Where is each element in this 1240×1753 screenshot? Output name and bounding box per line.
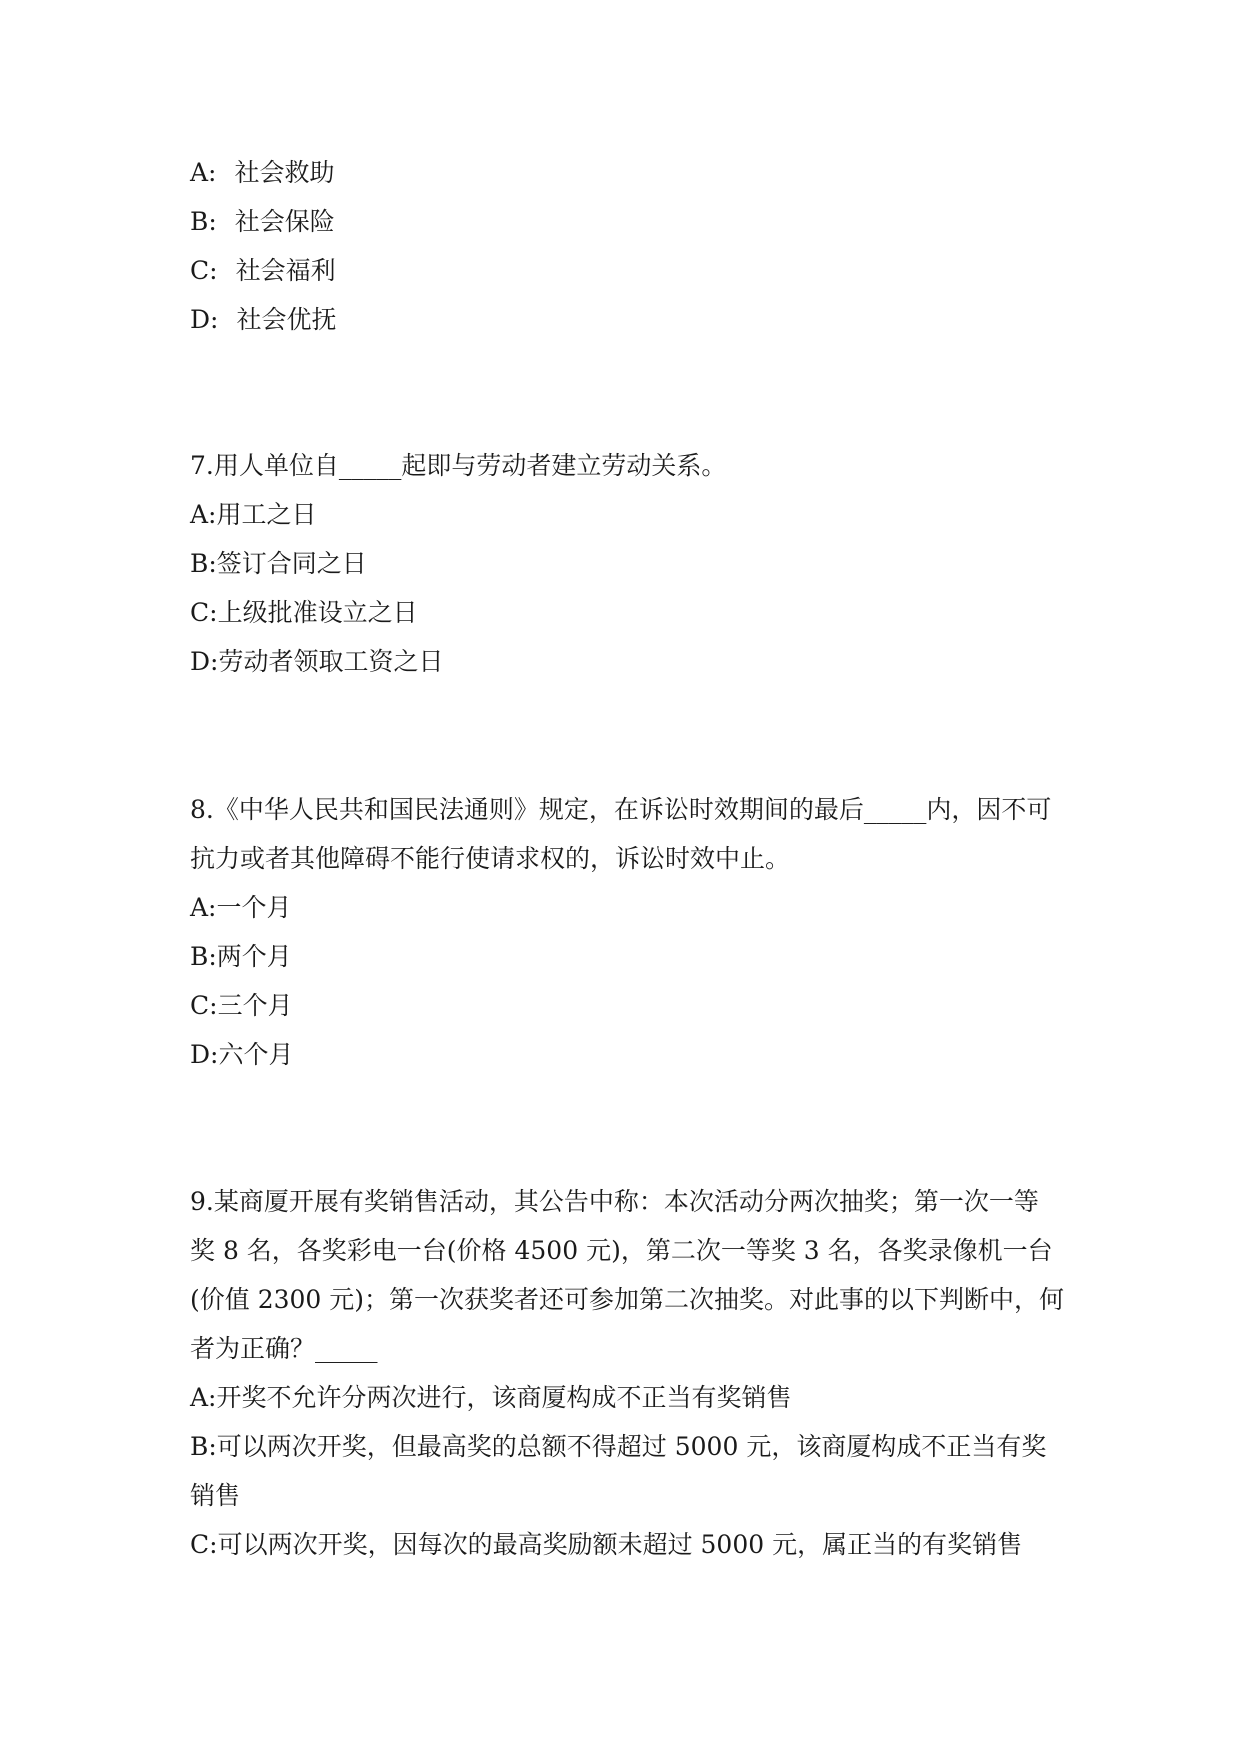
option-letter: D: (190, 305, 219, 334)
q6-option-b (190, 207, 1060, 237)
option-letter: A: (190, 1383, 217, 1412)
option-letter: C: (190, 1530, 218, 1559)
q9-option-a (190, 1383, 1060, 1413)
q7-stem: 7.用人单位自_____起即与劳动者建立劳动关系。 (190, 451, 727, 480)
q6-option-a (190, 158, 1060, 188)
option-text: 开奖不允许分两次进行，该商厦构成不正当有奖销售 (216, 1383, 792, 1412)
option-text: 社会优抚 (236, 305, 337, 334)
q9-option-b-continuation: 销售 (190, 1481, 241, 1510)
q8-option-a (190, 893, 1060, 923)
option-letter: A: (190, 893, 217, 922)
option-letter: C: (190, 991, 218, 1020)
option-text: 可以两次开奖，但最高奖的总额不得超过 5000 元，该商厦构成不正当有奖 (216, 1432, 1047, 1461)
option-letter: A: (190, 158, 217, 187)
option-text: 社会救助 (234, 158, 335, 187)
q9-stem-line-2: 奖 8 名，各奖彩电一台(价格 4500 元)，第二次一等奖 3 名，各奖录像机一台 (190, 1236, 1053, 1265)
q6-option-c (190, 256, 1060, 286)
option-letter: A: (190, 500, 217, 529)
option-letter: B: (190, 1432, 217, 1461)
option-text: 上级批准设立之日 (217, 598, 418, 627)
q6-option-d (190, 305, 1060, 335)
q7-option-b (190, 549, 1060, 579)
option-letter: D: (190, 1040, 219, 1069)
option-text: 社会保险 (234, 207, 335, 236)
q7-option-d (190, 647, 1060, 677)
q8-option-c (190, 991, 1060, 1021)
q7-option-a (190, 500, 1060, 530)
option-text: 一个月 (216, 893, 292, 922)
option-letter: D: (190, 647, 219, 676)
q9-stem-line-1: 9.某商厦开展有奖销售活动，其公告中称：本次活动分两次抽奖；第一次一等 (190, 1187, 1039, 1216)
q8-option-d (190, 1040, 1060, 1070)
option-letter: C: (190, 598, 218, 627)
q8-option-b (190, 942, 1060, 972)
q9-stem-line-3: (价值 2300 元)；第一次获奖者还可参加第二次抽奖。对此事的以下判断中，何 (190, 1285, 1065, 1314)
q9-stem-line-4: 者为正确？_____ (190, 1334, 378, 1363)
option-letter: B: (190, 549, 217, 578)
q9-option-b (190, 1432, 1060, 1462)
option-text: 签订合同之日 (216, 549, 367, 578)
option-text: 用工之日 (216, 500, 317, 529)
option-text: 可以两次开奖，因每次的最高奖励额未超过 5000 元，属正当的有奖销售 (217, 1530, 1023, 1559)
q7-option-c (190, 598, 1060, 628)
option-letter: B: (190, 207, 217, 236)
q9-option-c (190, 1530, 1060, 1560)
option-letter: B: (190, 942, 217, 971)
option-text: 社会福利 (235, 256, 336, 285)
option-letter: C: (190, 256, 218, 285)
option-text: 劳动者领取工资之日 (218, 647, 444, 676)
q8-stem-line-1: 8.《中华人民共和国民法通则》规定，在诉讼时效期间的最后_____内，因不可 (190, 795, 1052, 824)
q8-stem-line-2: 抗力或者其他障碍不能行使请求权的，诉讼时效中止。 (190, 844, 791, 873)
option-text: 六个月 (218, 1040, 294, 1069)
option-text: 两个月 (216, 942, 292, 971)
option-text: 三个月 (217, 991, 293, 1020)
